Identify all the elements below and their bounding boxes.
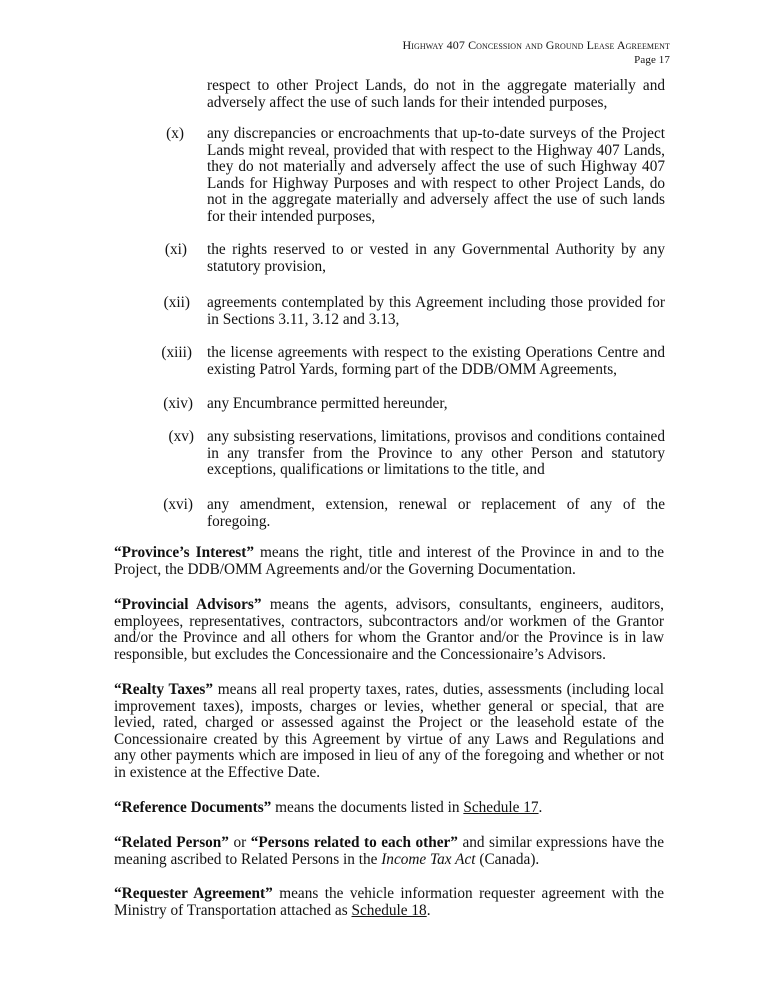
item-text: any discrepancies or encroachments that up-to-date surveys of the Project Lands might reveal, provided that with respect to the Highway 407 Lands, they do not materially and adversely affect the use of such Highway 407 Lands for Highway Purposes and with respect to other Project Lands, do not in the aggregate materially and adversely affect the use of such lands for their intended purposes,	[207, 125, 665, 225]
page-header	[403, 38, 671, 68]
definition-provincial-advisors	[114, 597, 664, 663]
schedule-17-reference: Schedule 17	[463, 799, 539, 816]
item-text: the license agreements with respect to the existing Operations Centre and existing Patrol Yards, forming part of the DDB/OMM Agreements,	[207, 344, 665, 378]
defined-term: “Related Person”	[114, 834, 229, 851]
definition-provinces-interest	[114, 545, 664, 578]
act-title: Income Tax Act	[381, 850, 476, 868]
definition-requester-agreement: “Requester Agreement” means the vehicle information requester agreement with the Ministry of Transportation attached as Schedule 18.	[114, 885, 664, 919]
item-text: any Encumbrance permitted hereunder,	[207, 395, 448, 412]
item-text: the rights reserved to or vested in any Governmental Authority by any statutory provision,	[207, 241, 665, 275]
item-number: (xiii)	[161, 344, 192, 361]
item-number: (xv)	[168, 428, 194, 445]
document-title: Highway 407 Concession and Ground Lease Agreement	[402, 38, 670, 52]
definition-related-person: “Related Person” or “Persons related to each other” and similar expressions have the meaning ascribed to Related Persons in the Income Tax Act (Canada).	[114, 834, 664, 868]
item-number: (xii)	[163, 294, 190, 311]
defined-term: “Provincial Advisors”	[114, 596, 262, 613]
page-number: Page 17	[634, 54, 670, 66]
definition-reference-documents: “Reference Documents” means the documents listed in Schedule 17.	[114, 799, 543, 816]
schedule-18-reference: Schedule 18	[351, 901, 427, 919]
continuation-paragraph: respect to other Project Lands, do not in the aggregate materially and adversely affect the use of such lands for their intended purposes,	[207, 77, 665, 111]
defined-term: “Province’s Interest”	[114, 544, 254, 561]
item-number: (xi)	[164, 241, 187, 258]
definition-realty-taxes	[114, 682, 664, 781]
definition-body: and similar expressions have the meaning ascribed to Related Persons in the	[114, 834, 664, 868]
item-number: (x)	[166, 125, 184, 142]
definition-body: means the vehicle information requester agreement with the Ministry of Transportation attached as	[114, 885, 664, 919]
item-text: any amendment, extension, renewal or replacement of any of the foregoing.	[207, 496, 665, 530]
item-number: (xvi)	[163, 496, 193, 513]
defined-term: “Persons related to each other”	[250, 834, 458, 851]
definition-body: means the documents listed in	[271, 799, 464, 816]
definition-body: means all real property taxes, rates, duties, assessments (including local improvement taxes), imposts, charges or levies, whether general or special, that are levied, rated, charged or assessed against the Project or the leasehold estate of the Concessionaire created by this Agreement by virtue of any Laws and Regulations and any other payments which are imposed in lieu of any of the foregoing and whether or not in existence at the Effective Date.	[114, 681, 664, 781]
defined-term: “Requester Agreement”	[114, 885, 273, 902]
item-number: (xiv)	[163, 395, 193, 412]
item-text: agreements contemplated by this Agreement including those provided for in Sections 3.11, 3.12 and 3.13,	[207, 294, 665, 328]
item-text: any subsisting reservations, limitations, provisos and conditions contained in any transfer from the Province to any other Person and statutory exceptions, qualifications or limitations to the title, and	[207, 428, 665, 478]
defined-term: “Reference Documents”	[114, 799, 272, 816]
definition-body: means the right, title and interest of the Province in and to the Project, the DDB/OMM Agreements and/or the Governing Documentation.	[114, 544, 664, 578]
definition-body: means the agents, advisors, consultants, engineers, auditors, employees, representatives, contractors, subcontractors and/or workmen of the Grantor and/or the Province and all others for whom the Grantor and/or the Province is in law responsible, but excludes the Concessionaire and the Concessionaire’s Advisors.	[114, 596, 664, 663]
defined-term: “Realty Taxes”	[114, 681, 214, 698]
